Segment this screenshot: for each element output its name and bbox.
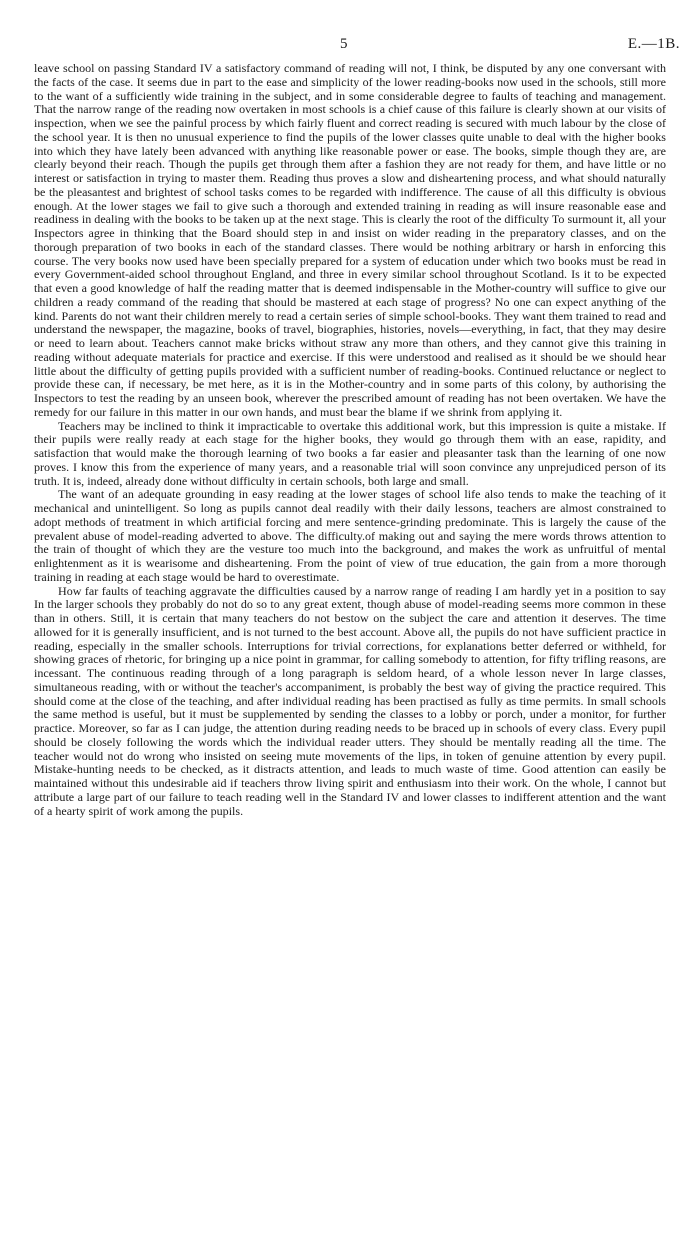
document-page	[34, 0, 680, 818]
page-header	[34, 0, 680, 62]
paragraph-2: Teachers may be inclined to think it impracticable to overtake this additional work, but this impression is quite a mistake. If their pupils were really ready at each stage for the higher books, they would go through them with an ease, rapidity, and satisfaction that would make the thorough learning of two books a far easier and pleasanter task than the learning of one now proves. I know this from the experience of many years, and a reasonable trial will soon convince any unprejudiced person of its truth. It is, indeed, already done without difficulty in certain schools, both large and small.	[34, 418, 666, 488]
document-reference: E.—1B.	[627, 36, 680, 52]
report-body	[34, 62, 666, 818]
page-number: 5	[340, 36, 348, 52]
paragraph-3: The want of an adequate grounding in easy reading at the lower stages of school life also tends to make the teaching of it mechanical and unintelligent. So long as pupils cannot deal readily with their daily lessons, teachers are almost constrained to adopt methods of treatment in which artificial forcing and mere sentence-grinding predominate. This is largely the cause of the prevalent abuse of model-reading adverted to above. The difficulty.of making out and saying the mere words throws attention to the train of thought of which they are the vesture too much into the background, and makes the work as unfruitful of mental enlightenment as it is wearisome and disheartening. From the point of view of true education, the gain from a more thorough training in reading at each stage would be hard to overestimate.	[34, 487, 666, 584]
paragraph-1: leave school on passing Standard IV a satisfactory command of reading will not, I think, be disputed by any one conversant with the facts of the case. It seems due in part to the ease and simplicity of the lower reading-books now used in the schools, still more to the want of a sufficiently wide training in the subject, and in some considerable degree to faults of teaching and management. That the narrow range of the reading now overtaken in most schools is a chief cause of this failure is clearly shown at our visits of inspection, when we see the painful process by which fairly fluent and correct reading is secured with much labour by the close of the school year. It is then no unusual experience to find the pupils of the lower classes quite unable to deal with the higher books into which they have lately been advanced with anything like reasonable power or ease. The books, simple though they are, are clearly beyond their reach. Though the pupils get through them after a fashion they are not ready for them, and have little or no interest or satisfaction in trying to master them. Reading thus proves a slow and disheartening process, and what should naturally be the pleasantest and brightest of school tasks comes to be regarded with indifference. The cause of all this difficulty is obvious enough. At the lower stages we fail to give such a thorough and extended training in reading as will insure reasonable ease and readiness in dealing with the books to be taken up at the next stage. This is clearly the root of the difficulty To surmount it, all your Inspectors agree in thinking that the Board should step in and insist on wider reading in the preparatory classes, and on the thorough preparation of two books in each of the standard classes. There would be nothing arbitrary or harsh in enforcing this course. The very books now used have been specially prepared for a system of education under which two books must be read in every Government-aided school throughout England, and three in every similar school throughout Scotland. Is it to be expected that even a good knowledge of half the reading matter that is deemed indispensable in the Mother-country will suffice to give our children a ready command of the reading that should be mastered at each stage of progress? No one can expect anything of the kind. Parents do not want their children merely to read a certain series of simple school-books. They want them trained to read and understand the newspaper, the magazine, books of travel, biographies, histories, novels—everything, in fact, that they may desire or need to learn about. Teachers cannot make bricks without straw any more than others, and they cannot give this training in reading without adequate materials for practice and exercise. If this were understood and realised as it should be we should hear little about the difficulty of getting pupils provided with a sufficient number of reading-books. Continued reluctance or neglect to provide these can, if necessary, be met here, as it is in the Mother-country and in some parts of this colony, by authorising the Inspectors to test the reading by an unseen book, wherever the prescribed amount of reading has not been overtaken. We have the remedy for our failure in this matter in our own hands, and must bear the blame if we shrink from applying it.	[34, 61, 666, 419]
paragraph-4: How far faults of teaching aggravate the difficulties caused by a narrow range of reading I am hardly yet in a position to say In the larger schools they probably do not do so to any great extent, though abuse of model-reading seems more common in these than in others. Still, it is certain that many teachers do not bestow on the subject the care and attention it deserves. The time allowed for it is generally insufficient, and is not turned to the best account. Above all, the pupils do not have sufficient practice in reading, especially in the smaller schools. Interruptions for trivial corrections, for explanations better deferred or withheld, for showing graces of rhetoric, for bringing up a nice point in grammar, for calling somebody to attention, for fifty trifling reasons, are incessant. The continuous reading through of a long paragraph is seldom heard, of a whole lesson never In large classes, simultaneous reading, with or without the teacher's accompaniment, is probably the best way of giving the practice required. This should come at the close of the teaching, and after individual reading has been practised as fully as time permits. In small schools the same method is useful, but it must be supplemented by sending the classes to a lobby or porch, under a monitor, for further practice. Moreover, so far as I can judge, the attention during reading needs to be braced up in schools of every class. Every pupil should be closely following the words which the individual reader utters. They should be mentally reading all the time. The teacher would not do wrong who insisted on seeing mute movements of the lips, in token of genuine attention by every pupil. Mistake-hunting needs to be checked, as it distracts attention, and leads to much waste of time. Good attention can easily be maintained without this undesirable aid if teachers throw living spirit and enthusiasm into their work. On the whole, I cannot but attribute a large part of our failure to teach reading well in the Standard IV and lower classes to indifferent attention and the want of a hearty spirit of work among the pupils.	[34, 583, 666, 818]
